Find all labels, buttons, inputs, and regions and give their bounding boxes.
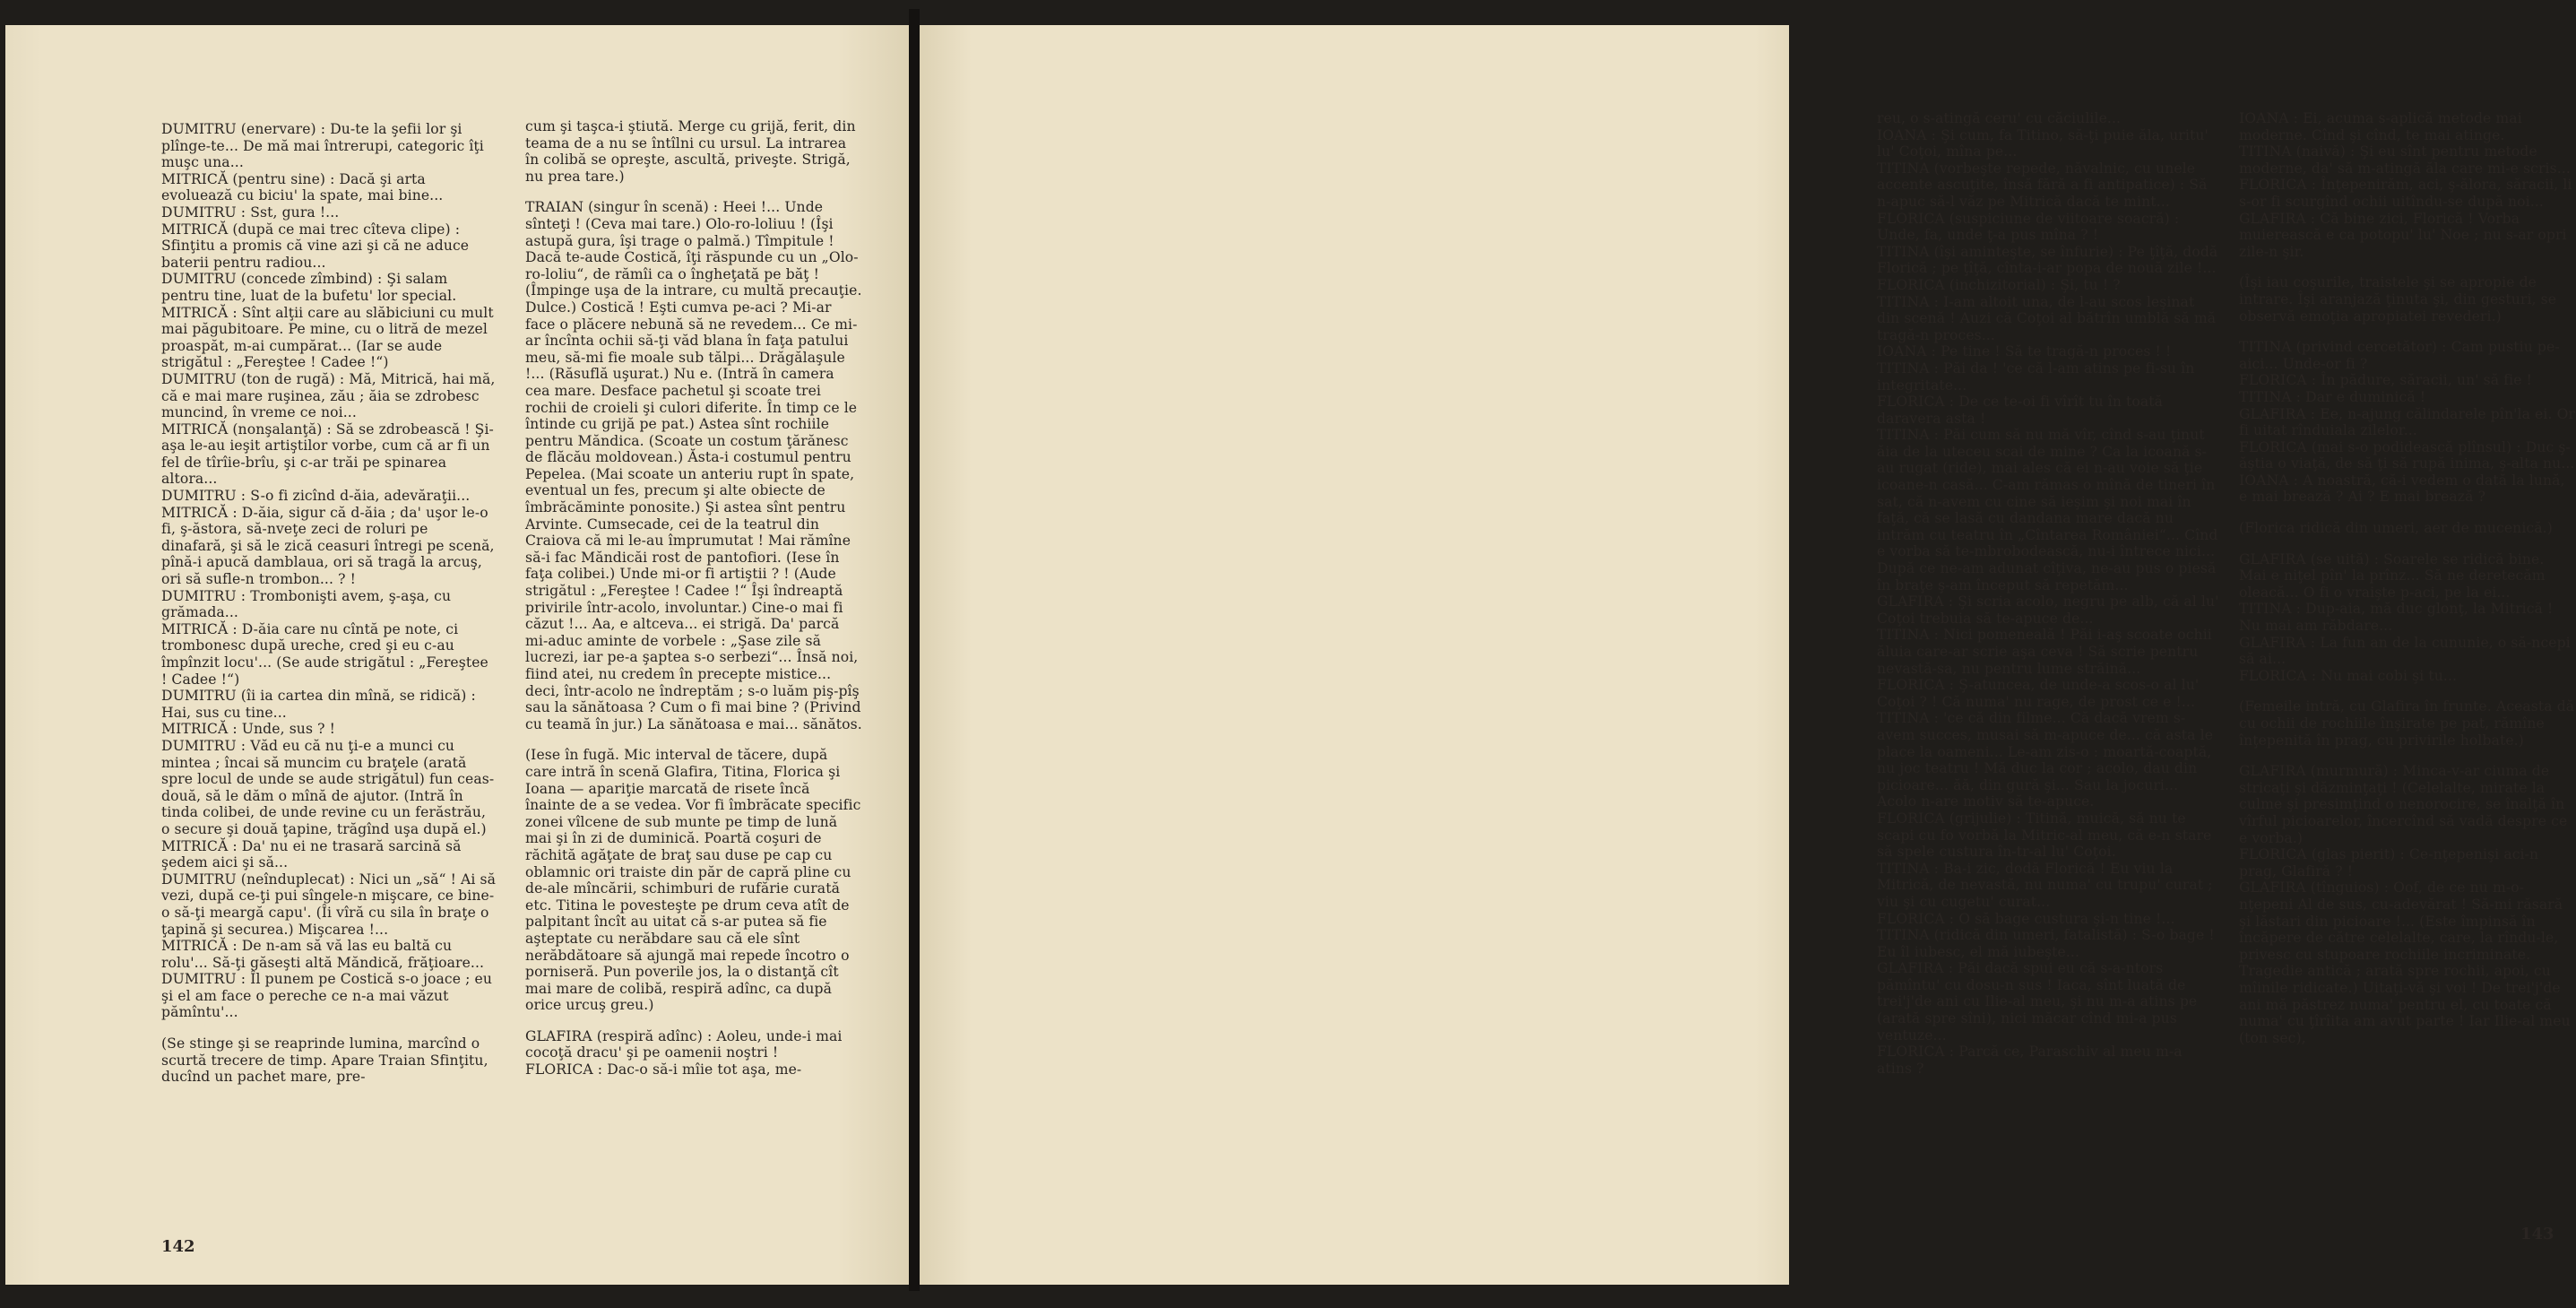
left-page-column-1 (161, 121, 497, 1086)
text-paragraph: DUMITRU (enervare) : Du-te la şefii lor şi plînge-te... De mă mai întrerupi, categoric îţi muşc una... (161, 121, 484, 171)
text-paragraph: FLORICA (mai s-o podidească plînsul) : Duc ş-ăştia o viaţă, de să ţi să rupă inima, ş-alta nu... (2239, 438, 2575, 472)
text-paragraph: GLAFIRA (respiră adînc) : Aoleu, unde-i mai cocoţă dracu' şi pe oamenii noştri ! (525, 1027, 843, 1061)
text-paragraph: DUMITRU : Trombonişti avem, ş-aşa, cu grămada... (161, 587, 452, 621)
left-page-column-2 (525, 118, 862, 1078)
text-paragraph: GLAFIRA : La fun an de la cununie, o să-ncepi să ai... (2239, 634, 2571, 668)
text-paragraph: MITRICĂ : Sînt alţii care au slăbiciuni cu mult mai păgubitoare. Pe mine, cu o litră de mezel proaspăt, m-ai cumpărat... (Iar se aude strigătul : „Fereştee ! Cadee !“) (161, 304, 494, 371)
text-paragraph: DUMITRU (îi ia cartea din mînă, se ridică) : Hai, sus cu tine... (161, 688, 476, 721)
text-paragraph: (Iese în fugă. Mic interval de tăcere, după care intră în scenă Glafira, Titina, Florica şi Ioana — apariţie marcată de risete încă înainte de a se vedea. Vor fi îmbrăcate specific zonei vîlcene de sub munte pe timp de lună mai şi în zi de duminică. Poartă coşuri de răchită agăţate de braţ sau duse pe cap cu oblamnic ori traiste din păr de capră pline cu de-ale mîncării, schimburi de rufărie curată etc. Titina le povesteşte pe drum ceva atît de palpitant încît au uitat că s-ar putea să fie aşteptate cu nerăbdare sau că ele sînt nerăbdătoare să ajungă mai repede încotro o porniseră. Pun poverile jos, la o distanţă cît mai mare de colibă, respiră adînc, ca după orice urcuş greu.) (525, 747, 861, 1014)
text-paragraph: FLORICA : De ce te-oi fi vîrît tu în toată daravera asta ! (1877, 394, 2164, 427)
text-paragraph: TITINA : Păi da ! 'ce că l-am atins pe fi-su în integritate... (1877, 359, 2195, 394)
text-paragraph: TITINA (vorbeşte repede, năvalnic, cu unele accente ascuţite, însă fără a fi antipatice) : Să n-apuc să-l văz pe Mitrică dacă te mint... (1877, 160, 2208, 210)
text-paragraph: TITINA (privind cercetător) : Cam pustiu pe-aici... Unde-or fi ? (2239, 339, 2560, 372)
text-paragraph: MITRICĂ (nonşalanţă) : Să se zdrobească ! Şi-aşa le-au ieşit artiştilor vorbe, cum că ar fi un fel de tîrîie-brîu, şi c-ar trăi pe spinarea altora... (161, 420, 494, 488)
text-paragraph: GLAFIRA : Păi dacă spui eu că s-a-ntors pămîntu' cu dosu-n sus ! Iaca, sînt luată de trei'j'de ani cu Ilie-al meu, şi nu m-a atins pe (arată spre sîni), nici măcar cînd mi-a pus ventuze... (1877, 960, 2198, 1044)
text-paragraph: MITRICĂ : Unde, sus ? ! (161, 721, 335, 738)
text-paragraph: FLORICA : Dac-o să-i mîie tot aşa, me- (525, 1061, 802, 1078)
text-paragraph: (Se stinge şi se reaprinde lumina, marcînd o scurtă trecere de timp. Apare Traian Sfinţitu, ducînd un pachet mare, pre- (161, 1035, 488, 1086)
text-paragraph: FLORICA (grijulie) : Titină, muică, să nu te scapi cu fo vorbă la Mitric-al meu, că e-n stare să spele custura în-tr-al lu' Coţoi. (1877, 810, 2212, 861)
book-gutter (909, 9, 920, 1291)
text-paragraph: DUMITRU : Îl punem pe Costică s-o joace ; eu şi el am face o pereche ce n-a mai văzut pămîntu'... (161, 971, 493, 1021)
text-paragraph: GLAFIRA : Ee, n-ajung călindarele pîn'la ei. Or fi uitat rînduiala zilelor... (2239, 405, 2576, 439)
text-paragraph: TITINA : Dar e duminică ! (2239, 388, 2426, 405)
text-paragraph: (Femeile intră, cu Glafira în frunte. Aceasta dă cu ochii de rochiile înşirate pe pat, rămîne înţepenită în prag, cu privirile holbate.) (2239, 698, 2575, 749)
text-paragraph: FLORICA (glas pierit) : Ce-nţepenişi aci-n prag, Glafiră ? ! (2239, 846, 2539, 879)
text-paragraph: MITRICĂ (pentru sine) : Dacă şi arta evoluează cu biciu' la spate, mai bine... (161, 170, 444, 204)
text-paragraph: TITINA : Păi cum să nu mă vîr, cînd s-au ţinut ăia de la uteceu scai de mine ? Ca la icoană s-au rugat (ride), mai ales că ei n-au voie să ţie icoane-n casă... C-am rămas o mînă de tineri în sat, că n-avem cu cine să ieşim şi noi mai în faţă, că se lasă cu dandana mare dacă nu intrăm cu teatru în „Cîntarea României“... Cînd e vorba să te-mbrobodească, nu-i întrece nici... După ce ne-am adunat cîţiva, ne-au pus o piesă în braţe ş-am început să repetăm... (1877, 427, 2218, 593)
text-paragraph: reu, o s-atingă ceru' cu căciulile... (1877, 110, 2122, 126)
text-paragraph: TITINA : Nici pomeneală ! Păi i-aş scoate ochii ăluia care-ar scrie aşa ceva ! Să scrie pentru nevastă-sa, nu pentru lume străină... (1877, 627, 2212, 677)
right-page-column-2 (2239, 110, 2576, 1046)
text-paragraph: FLORICA : Ş-atuncea, de unde-a scos-o al lu' Coţoi ? ! Că numa' nu rage, de prost ce e !... (1877, 677, 2200, 710)
text-paragraph: FLORICA : În pădure, săracii, un' să fie ! (2239, 372, 2532, 389)
text-paragraph: GLAFIRA : Şi scria acolo, negru pe alb, că al lu' Coţoi trebuia să te-apuce de... (1877, 593, 2219, 627)
text-paragraph: MITRICĂ : D-ăia, sigur că d-ăia ; da' uşor le-o fi, ş-ăstora, să-nveţe zeci de roluri pe dinafară, şi să le zică ceasuri întregi pe scenă, pînă-i apucă damblaua, ori să tragă la arcuş, ori să sufle-n trombon... ? ! (161, 504, 495, 588)
text-paragraph: TITINA : I-am altoit una, de l-au scos leşinat din scenă ! Auzi că Coţoi al bătrîn umblă să mă tragă-n proces... (1877, 293, 2217, 343)
text-paragraph: MITRICĂ (după ce mai trec cîteva clipe) : Sfinţitu a promis că vine azi şi că ne aduce baterii pentru radiou... (161, 221, 470, 271)
text-paragraph: GLAFIRA (se uită) : Soarele se ridică bine. Mai e niţel pîn' la prînz... Să ne deretecăm oleacă... O fi o vraişte p-aci, pe la ei... (2239, 550, 2546, 601)
text-paragraph: TITINA : Ba-i zic, dodă Florică ! Eu viu la Mitrică, de nevastă, nu numa' cu trupu' curat ; viu şi cu cugetu' curat... (1877, 860, 2213, 910)
right-page-column-1 (1877, 110, 2221, 1077)
text-paragraph: IOANA : Pe tine ! Să te tragă-n proces ! ! (1877, 343, 2172, 360)
text-paragraph: TITINA (naivă) : Şi eu sînt pentru metode moderne, da' să m-atingă ăla care mi-e scris... (2239, 143, 2571, 177)
text-paragraph: GLAFIRA : Că bine zici, Florică ! Vorba muierească e ca potopu' lu' Noe ; nu s-ar opri zile-n şir. (2239, 210, 2567, 260)
text-paragraph: FLORICA : Înţepenirăm, aci, ş-ălora, săracii, li s-or fi scurgînd ochii uitîndu-se după noi... (2239, 177, 2572, 210)
text-paragraph: FLORICA (suspiciune de viitoare soacră) : Unde, fa, unde ţ-a pus mîna ? ! (1877, 210, 2180, 244)
text-paragraph: IOANA : A noastră, că-i vedem o dată la lună, e mai brează ? Ai ? E mai brează ? (2239, 472, 2565, 506)
text-paragraph: IOANA : Şi cum, fa Titino, să-ţi puie ăla, uritu' lu' Coţoi, mîna pe... (1877, 126, 2209, 160)
page-number-right: 143 (2520, 1225, 2554, 1243)
text-paragraph: DUMITRU : S-o fi zicînd d-ăia, adevăraţii... (161, 488, 471, 505)
text-paragraph: MITRICĂ : De n-am să vă las eu baltă cu rolu'... Să-ţi găseşti altă Măndică, frăţioare... (161, 938, 485, 971)
text-paragraph: cum şi taşca-i ştiută. Merge cu grijă, ferit, din teama de a nu se întîlni cu ursul. La intrarea în colibă se opreşte, ascultă, priveşte. Strigă, nu prea tare.) (525, 118, 856, 185)
text-paragraph: DUMITRU (concede zîmbind) : Şi salam pentru tine, luat de la bufetu' lor special. (161, 271, 457, 304)
text-paragraph: (Florica ridică din umeri, aer de mucenică.) (2239, 520, 2553, 537)
text-paragraph: DUMITRU (neînduplecat) : Nici un „să“ ! Ai să vezi, după ce-ţi pui sîngele-n mişcare, ce bine-o să-ţi meargă capu'. (Îi vîră cu sila în braţe o ţapină şi securea.) Mişcarea !... (161, 871, 497, 938)
text-paragraph: DUMITRU : Sst, gura !... (161, 204, 340, 221)
text-paragraph: MITRICĂ : Da' nu ei ne trasară sarcină să şedem aici şi să... (161, 837, 462, 871)
text-paragraph: FLORICA (inchizitorial) : Şi, tu ! ? (1877, 276, 2121, 293)
left-page (5, 25, 909, 1285)
text-paragraph: DUMITRU : Văd eu că nu ţi-e a munci cu mintea ; încai să muncim cu braţele (arată spre locul de unde se aude strigătul) fun ceas-două, să le dăm o mînă de ajutor. (Intră în tinda colibei, de unde revine cu un ferăstrău, o secure şi două ţapine, trăgînd uşa după el.) (161, 737, 495, 837)
text-paragraph: TITINA (îşi aminteşte, se înfurie) : Pe ţîţă, dodă Florică ; pe ţîţă, cînta-i-ar popa de nouă zile !... (1877, 243, 2218, 277)
right-page (920, 25, 2576, 1285)
text-paragraph: FLORICA : Parcă ce, Paraschiv al meu m-a atins ? (1877, 1044, 2183, 1077)
text-paragraph: TITINA : Dup-aia, mă duc glonţ, la Mitrică ! Nu mai am răbdare... (2239, 601, 2554, 635)
text-paragraph: TRAIAN (singur în scenă) : Heei !... Unde sînteţi ! (Ceva mai tare.) Olo-ro-loliuu ! (Îşi astupă gura, îşi trage o palmă.) Tîmpitule ! Dacă te-aude Costică, îţi răspunde cu un „Olo-ro-loliu“, de rămîi ca o îngheţată pe băţ ! (Împinge uşa de la intrare, cu multă precauţie. Dulce.) Costică ! Eşti cumva pe-aci ? Mi-ar face o plăcere nebună să ne revedem... Ce mi-ar încînta ochii să-ţi văd blana în faţa patului meu, să-mi fie moale sub tălpi... Drăgălaşule !... (Răsuflă uşurat.) Nu e. (Intră în camera cea mare. Desface pachetul şi scoate trei rochii de croieli şi culori diferite. În timp ce le întinde cu grijă pe pat.) Astea sînt rochiile pentru Măndica. (Scoate un costum ţărănesc de flăcău moldovean.) Ăsta-i costumul pentru Pepelea. (Mai scoate un anteriu rupt în spate, eventual un fes, precum şi alte obiecte de îmbrăcăminte ponosite.) Şi astea sînt pentru Arvinte. Cumsecade, cei de la teatrul din Craiova că mi le-au împrumutat ! Mai rămîne să-i fac Măndicăi rost de pantofiori. (Iese în faţa colibei.) Unde mi-or fi artiştii ? ! (Aude strigătul : „Fereştee ! Cadee !“ Îşi îndreaptă privirile într-acolo, involuntar.) Cine-o mai fi căzut !... Aa, e altceva... ei strigă. Da' parcă mi-aduc aminte de vorbele : „Şase zile să lucrezi, iar pe-a şaptea s-o serbezi“... Însă noi, fiind atei, nu credem în precepte mistice... deci, într-acolo ne îndreptăm ; s-o luăm piş-pîş sau la sănătoasa ? Cum o fi mai bine ? (Privind cu teamă în jur.) La sănătoasa e mai... sănătos. (525, 199, 862, 732)
text-paragraph: IOANA : Ei, acuma s-aplică metode mai moderne. Cînd şi cînd, te mai atinge. (2239, 110, 2522, 143)
text-paragraph: TITINA : 'ce că din filme... Că dacă vrem s-avem succes, musai să m-apuce de... că asta le place la oameni... Le-am zis-o : moartă-coaptă, nu joc teatru ! Mă duc la cor ; acolo, dau din picioare... ăă, din gură şi... Sau la jocuri... Acolo n-are motiv să te-apuce. (1877, 710, 2214, 810)
text-paragraph: FLORICA : Nu mai cobi şi tu... (2239, 667, 2458, 684)
text-paragraph: GLAFIRA (tînguios) : Oof, de ce nu m-o-nţepeni Al de sus, cu-adevărat ! Să-mi răsară şi lăstari din picioare !... (Este împinsă în încăpere de către celelalte, care, la rîndu-le, privesc cu stupoare rochiile incriminate. Tragedie antică ; arată spre rochii, apoi, cu mîinile ridicate.) Uitaţi-vă şi voi ! De trei'j'de ani mă păstrez numa' pentru el, cu toate că numa' cu ţîrîita am avut parte ! Iar Ilie-al meu (ton sec), (2239, 879, 2571, 1046)
text-paragraph: DUMITRU (ton de rugă) : Mă, Mitrică, hai mă, că e mai mare ruşinea, zău ; ăia se zdrobesc muncind, în vreme ce noi... (161, 370, 496, 421)
text-paragraph: FLORICA : O să bage custura şi-n tine !... (1877, 910, 2175, 927)
text-paragraph: MITRICĂ : D-ăia care nu cîntă pe note, ci trombonesc după ureche, cred şi eu c-au împînzit locu'... (Se aude strigătul : „Fereştee ! Cadee !“) (161, 620, 488, 688)
text-paragraph: GLAFIRA (murmură) : Minca-v-ar ciuma de stricaţi şi dăzminţaţi ! (Celelalte, mirate la culme şi presimţind o nenorocire, se înalţă în vîrful picioarelor, încercînd să vadă despre ce e vorba.) (2239, 763, 2568, 846)
text-paragraph: TITINA (ridică din umeri, fatalistă) : S-o bage ! Eu îl iubesc, el mă iubeşte... (1877, 927, 2215, 960)
page-number-left: 142 (161, 1237, 195, 1256)
text-paragraph: (Îşi iau coşurile, traistele şi se apropie de intrare. Îşi aranjază ţinuta şi, din gesturi, se observă emoţia apropiatei revederi.) (2239, 274, 2557, 325)
